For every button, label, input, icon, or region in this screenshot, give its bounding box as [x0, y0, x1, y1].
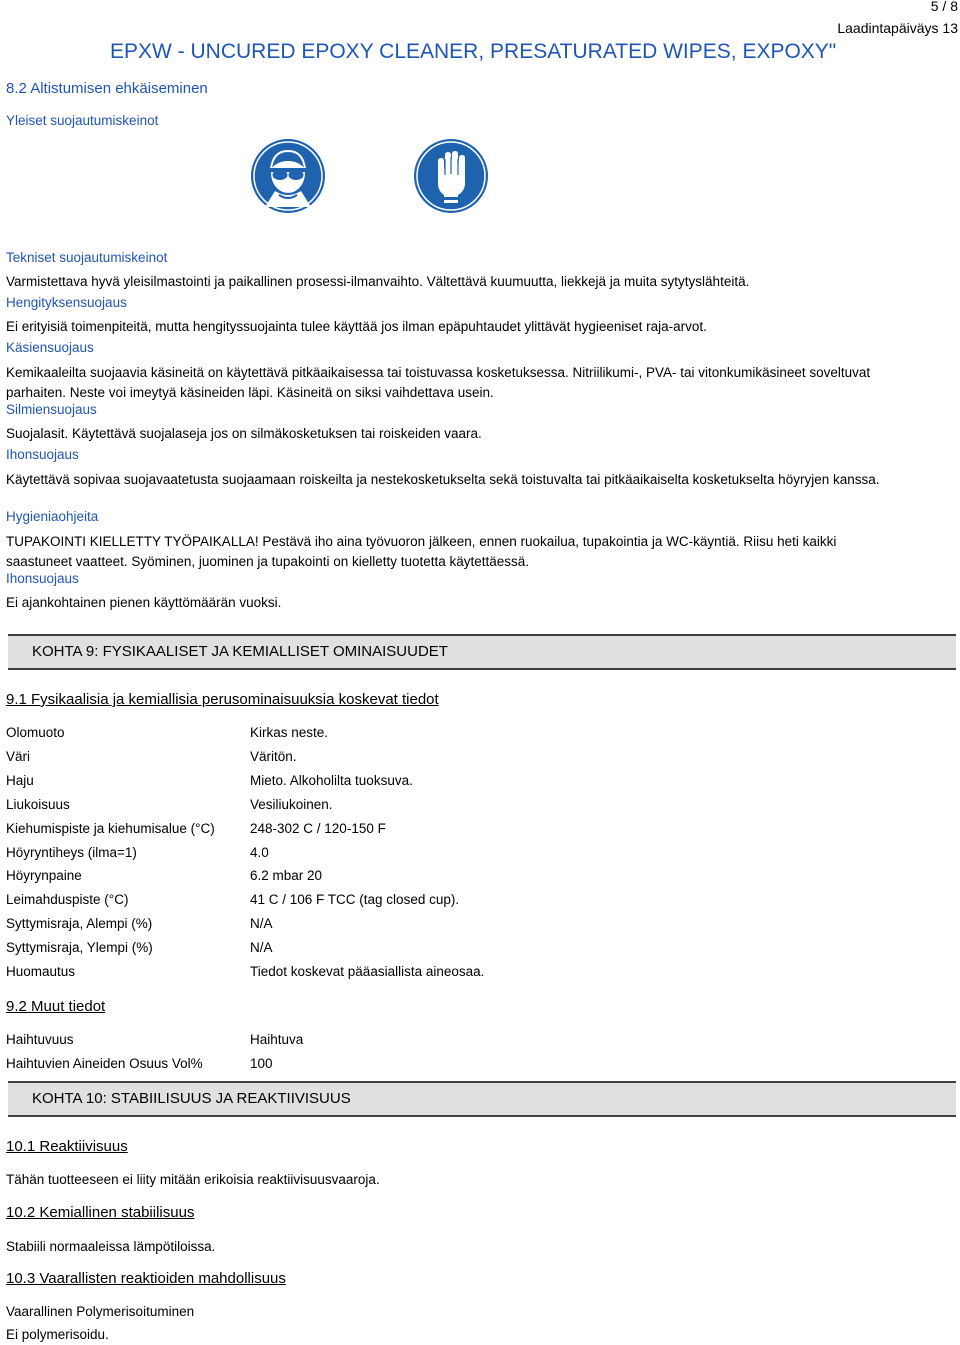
stability-text: Stabiili normaaleissa lämpötiloissa. [6, 1239, 216, 1254]
prop-label: Leimahduspiste (°C) [6, 892, 129, 907]
hand-protection-label: Käsiensuojaus [6, 340, 94, 355]
respiratory-protection-text: Ei erityisiä toimenpiteitä, mutta hengityssuojainta tulee käyttää jos ilman epäpuhtaudet ylittävät hygieeniset raja-arvot. [6, 319, 707, 334]
skin-protection-text-2: Ei ajankohtainen pienen käyttömäärän vuoksi. [6, 595, 282, 610]
prop-value: Kirkas neste. [250, 725, 329, 740]
eye-protection-text: Suojalasit. Käytettävä suojalaseja jos on silmäkosketuksen tai roiskeiden vaara. [6, 426, 482, 441]
prop-label: Syttymisraja, Ylempi (%) [6, 940, 153, 955]
prop-value: 41 C / 106 F TCC (tag closed cup). [250, 892, 460, 907]
polymerisation-label: Vaarallinen Polymerisoituminen [6, 1304, 195, 1319]
reactivity-text: Tähän tuotteeseen ei liity mitään erikoisia reaktiivisuusvaaroja. [6, 1172, 380, 1187]
prop-value: Vesiliukoinen. [250, 797, 333, 812]
prop-label: Olomuoto [6, 725, 65, 740]
eye-protection-icon [251, 139, 325, 213]
respiratory-protection-label: Hengityksensuojaus [6, 295, 127, 310]
section-10-bar [8, 1081, 956, 1117]
prop-label: Liukoisuus [6, 797, 70, 812]
hygiene-text: TUPAKOINTI KIELLETTY TYÖPAIKALLA! Pestävä iho aina työvuoron jälkeen, ennen ruokailua, tupakointia ja WC-käyntiä. Riisu heti kaikki saastuneet vaatteet. Syöminen, juominen ja tupakointi on kielletty tuotetta käytettäessä. [6, 534, 837, 569]
section-9-2-heading: 9.2 Muut tiedot [6, 998, 106, 1015]
section-9-1-heading: 9.1 Fysikaalisia ja kemiallisia perusominaisuuksia koskevat tiedot [6, 691, 439, 708]
prop-value: N/A [250, 916, 273, 931]
section-10-2-heading: 10.2 Kemiallinen stabiilisuus [6, 1204, 195, 1221]
section-10-3-heading: 10.3 Vaarallisten reaktioiden mahdollisuus [6, 1270, 286, 1287]
prop-value: Väritön. [250, 749, 297, 764]
skin-protection-label: Ihonsuojaus [6, 447, 79, 462]
technical-protection-text: Varmistettava hyvä yleisilmastointi ja paikallinen prosessi-ilmanvaihto. Vältettävä kuumuutta, liekkejä ja muita sytytyslähteitä. [6, 274, 750, 289]
prop-label: Syttymisraja, Alempi (%) [6, 916, 153, 931]
page-number: 5 / 8 [930, 0, 958, 14]
document-title: EPXW - UNCURED EPOXY CLEANER, PRESATURATED WIPES, EXPOXY" [110, 40, 837, 63]
skin-protection-text: Käytettävä sopivaa suojavaatetusta suojaamaan roiskeilta ja nestekosketukselta sekä toistuvalta tai pitkäaikaiselta kosketukselta höyryjen kanssa. [6, 472, 880, 487]
prop-label: Haju [6, 773, 34, 788]
prop-value: 4.0 [250, 845, 269, 860]
hygiene-label: Hygieniaohjeita [6, 509, 99, 524]
other-value: 100 [250, 1056, 273, 1071]
other-value: Haihtuva [250, 1032, 304, 1047]
revision-date: Laadintapäiväys 13 [837, 20, 958, 36]
prop-label: Huomautus [6, 964, 76, 979]
other-label: Haihtuvien Aineiden Osuus Vol% [6, 1056, 203, 1071]
skin-protection-label-2: Ihonsuojaus [6, 571, 79, 586]
prop-label: Höyryntiheys (ilma=1) [6, 845, 137, 860]
general-protection-label: Yleiset suojautumiskeinot [6, 113, 159, 128]
prop-label: Väri [6, 749, 31, 764]
section-8-2-heading: 8.2 Altistumisen ehkäiseminen [6, 80, 208, 97]
section-10-1-heading: 10.1 Reaktiivisuus [6, 1138, 128, 1155]
prop-value: Tiedot koskevat pääasiallista aineosaa. [250, 964, 485, 979]
eye-protection-label: Silmiensuojaus [6, 402, 97, 417]
prop-value: 248-302 C / 120-150 F [250, 821, 386, 836]
hand-protection-text: Kemikaaleilta suojaavia käsineitä on käytettävä pitkäaikaisessa tai toistuvassa kosketuksessa. Nitriilikumi-, PVA- tai vitonkumikäsineet soveltuvat parhaiten. Neste voi imeytyä käsineiden läpi. Käsineitä on siksi vaihdettava usein. [6, 365, 871, 400]
section-10-title: KOHTA 10: STABIILISUUS JA REAKTIIVISUUS [32, 1090, 351, 1107]
prop-label: Kiehumispiste ja kiehumisalue (°C) [6, 821, 215, 836]
section-9-title: KOHTA 9: FYSIKAALISET JA KEMIALLISET OMINAISUUDET [32, 643, 448, 660]
technical-protection-label: Tekniset suojautumiskeinot [6, 250, 168, 265]
polymerisation-text: Ei polymerisoidu. [6, 1327, 109, 1342]
prop-label: Höyrynpaine [6, 868, 82, 883]
gloves-icon [414, 139, 488, 213]
prop-value: N/A [250, 940, 273, 955]
other-label: Haihtuvuus [6, 1032, 74, 1047]
prop-value: Mieto. Alkoholilta tuoksuva. [250, 773, 413, 788]
section-9-bar [8, 634, 956, 670]
prop-value: 6.2 mbar 20 [250, 868, 323, 883]
